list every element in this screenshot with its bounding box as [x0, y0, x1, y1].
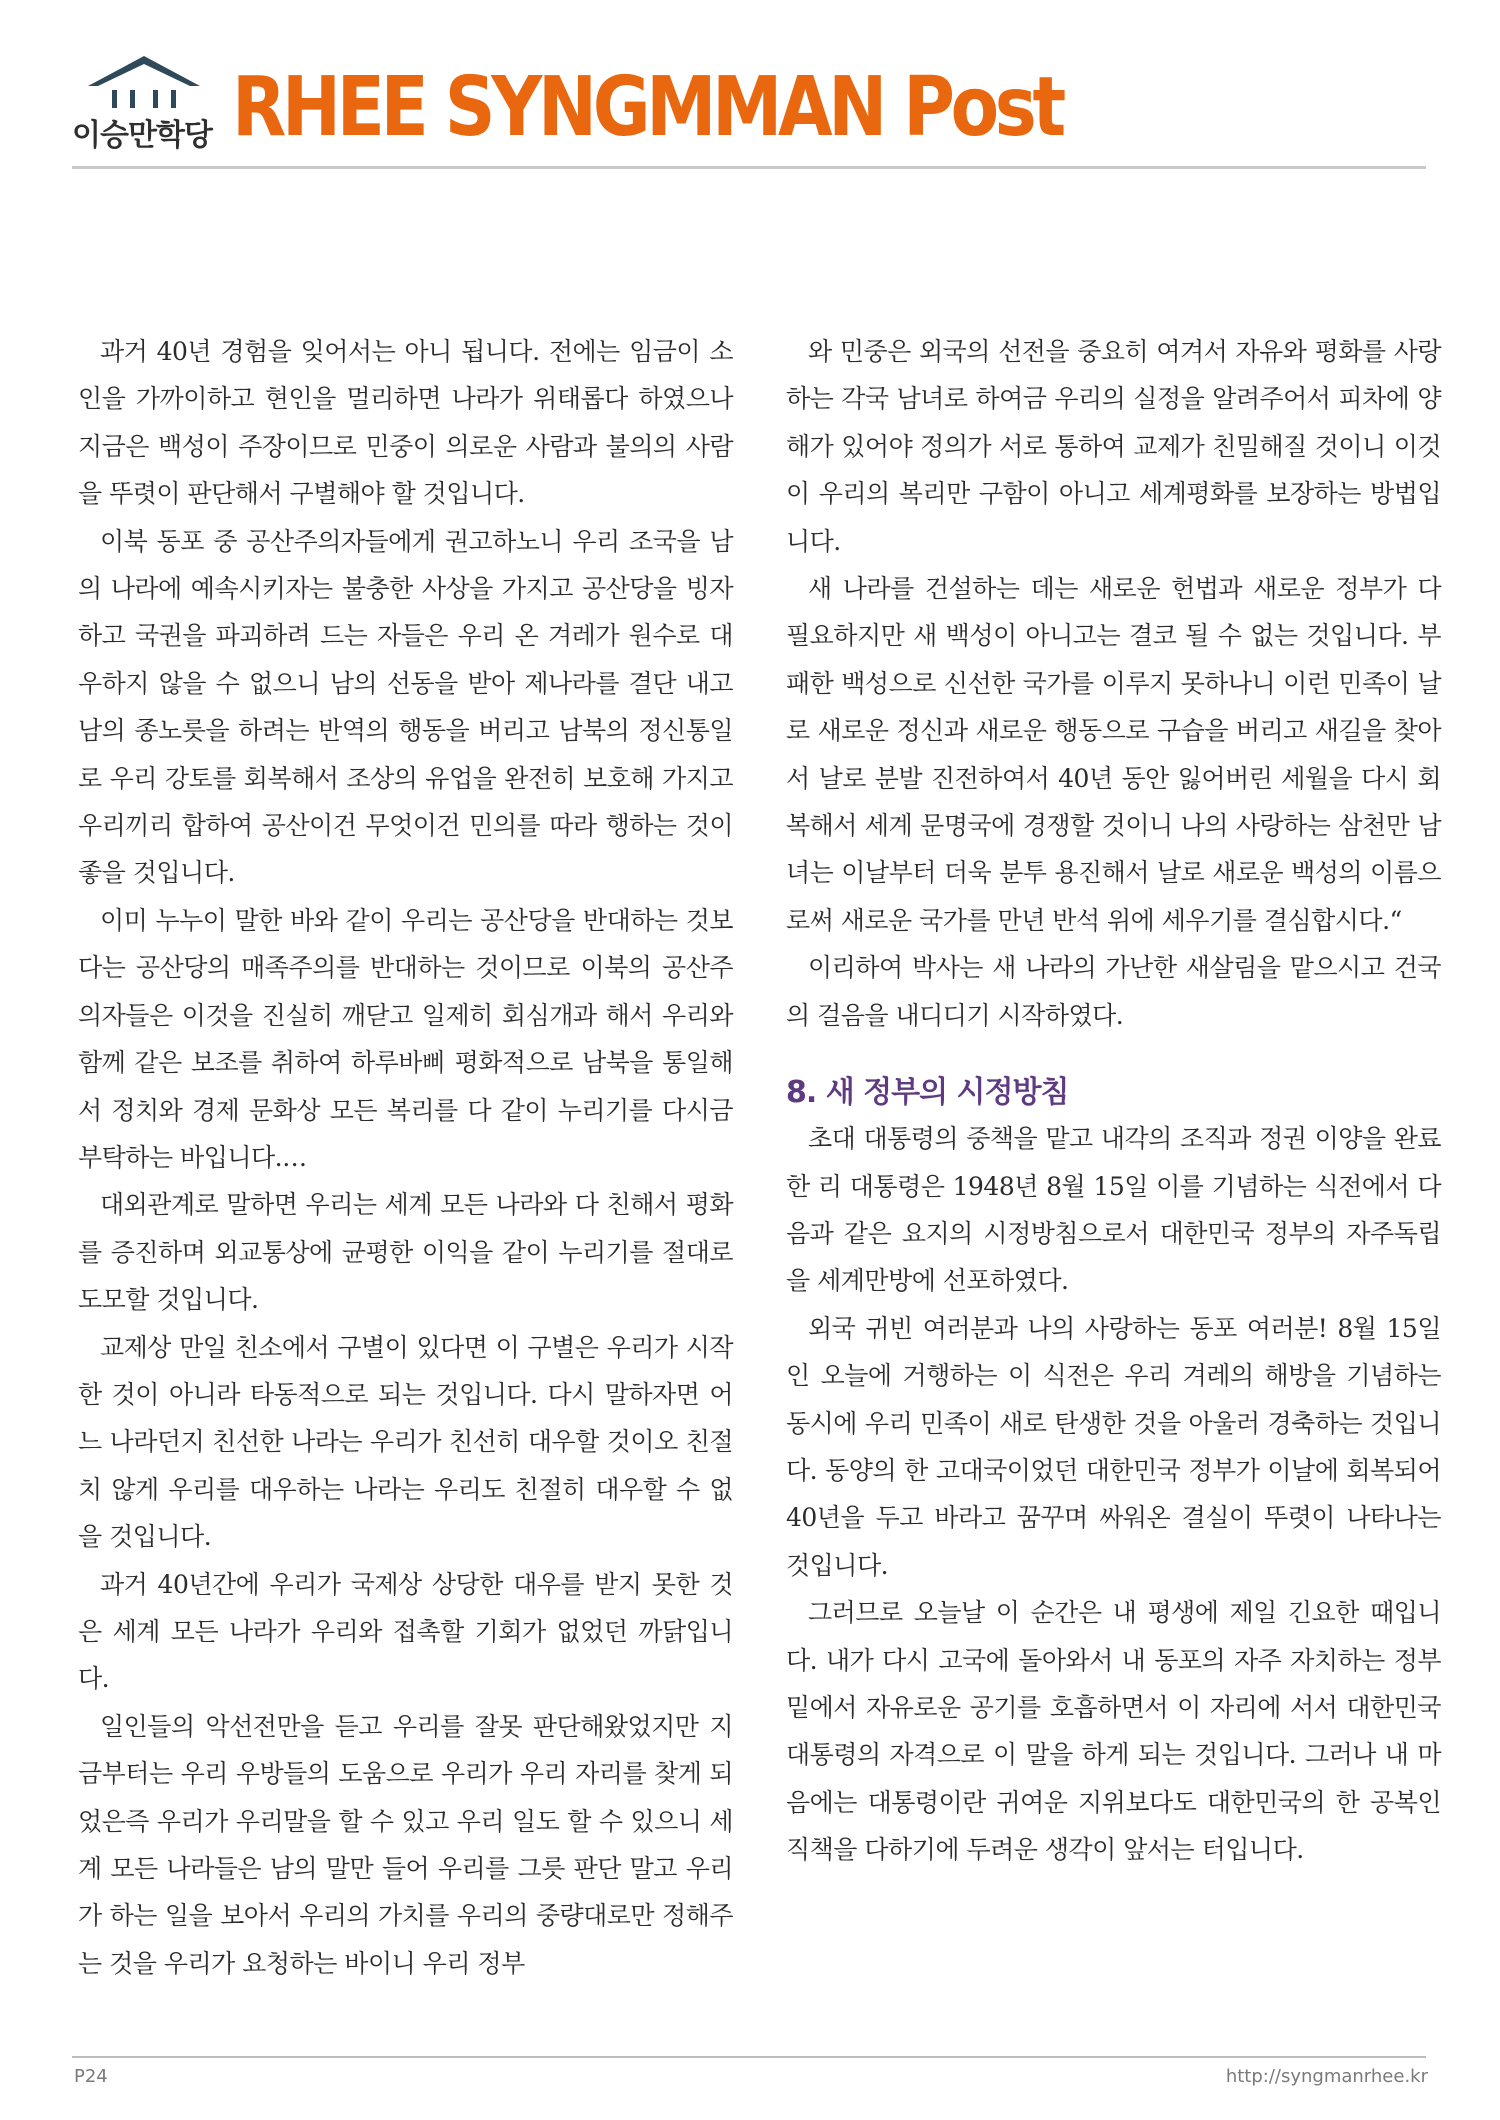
masthead-title: RHEE SYNGMMAN Post: [232, 60, 1062, 155]
paragraph: 와 민중은 외국의 선전을 중요히 여겨서 자유와 평화를 사랑하는 각국 남녀로 하여금 우리의 실정을 알려주어서 피차에 양해가 있어야 정의가 서로 통하여 교제가 친밀해질 것이니 이것이 우리의 복리만 구함이 아니고 세계평화를 보장하는 방법입니다.: [786, 337, 1441, 556]
page-header: [72, 52, 1426, 160]
paragraph: 대외관계로 말하면 우리는 세계 모든 나라와 다 친해서 평화를 증진하며 외교통상에 균평한 이익을 같이 누리기를 절대로 도모할 것입니다.: [78, 1190, 733, 1315]
section-heading: 8. 새 정부의 시정방침: [786, 1075, 1069, 1111]
paragraph: 이리하여 박사는 새 나라의 가난한 새살림을 맡으시고 건국의 걸음을 내디디기 시작하였다.: [786, 953, 1441, 1030]
footer-divider: [72, 2056, 1426, 2058]
logo: [72, 52, 222, 152]
site-url: http://syngmanrhee.kr: [1225, 2066, 1428, 2087]
paragraph: 일인들의 악선전만을 듣고 우리를 잘못 판단해왔었지만 지금부터는 우리 우방들의 도움으로 우리가 우리 자리를 찾게 되었은즉 우리가 우리말을 할 수 있고 우리 일도 할 수 있으니 세계 모든 나라들은 남의 말만 들어 우리를 그릇 판단 말고 우리가 하는 일을 보아서 우리의 가치를 우리의 중량대로만 정해주는 것을 우리가 요청하는 바이니 우리 정부: [78, 1711, 733, 1978]
paragraph: 이미 누누이 말한 바와 같이 우리는 공산당을 반대하는 것보다는 공산당의 매족주의를 반대하는 것이므로 이북의 공산주의자들은 이것을 진실히 깨닫고 일제히 회심개과 해서 우리와 함께 같은 보조를 취하여 하루바삐 평화적으로 남북을 통일해서 정치와 경제 문화상 모든 복리를 다 같이 누리기를 다시금 부탁하는 바입니다.…: [78, 905, 733, 1172]
paragraph: 과거 40년간에 우리가 국제상 상당한 대우를 받지 못한 것은 세계 모든 나라가 우리와 접촉할 기회가 없었던 까닭입니다.: [78, 1569, 733, 1694]
paragraph: 그러므로 오늘날 이 순간은 내 평생에 제일 긴요한 때입니다. 내가 다시 고국에 돌아와서 내 동포의 자주 자치하는 정부 밑에서 자유로운 공기를 호흡하면서 이 자리에 서서 대한민국 대통령의 자격으로 이 말을 하게 되는 것입니다. 그러나 내 마음에는 대통령이란 귀여운 지위보다도 대한민국의 한 공복인 직책을 다하기에 두려운 생각이 앞서는 터입니다.: [786, 1598, 1441, 1865]
paragraph: 교제상 만일 친소에서 구별이 있다면 이 구별은 우리가 시작한 것이 아니라 타동적으로 되는 것입니다. 다시 말하자면 어느 나라던지 친선한 나라는 우리가 친선히 대우할 것이오 친절치 않게 우리를 대우하는 나라는 우리도 친절히 대우할 수 없을 것입니다.: [78, 1332, 733, 1552]
paragraph: 새 나라를 건설하는 데는 새로운 헌법과 새로운 정부가 다 필요하지만 새 백성이 아니고는 결코 될 수 없는 것입니다. 부패한 백성으로 신선한 국가를 이루지 못하나니 이런 민족이 날로 새로운 정신과 새로운 행동으로 구습을 버리고 새길을 찾아서 날로 분발 진전하여서 40년 동안 잃어버린 세월을 다시 회복해서 세계 문명국에 경쟁할 것이니 나의 사랑하는 삼천만 남녀는 이날부터 더욱 분투 용진해서 날로 새로운 백성의 이름으로써 새로운 국가를 만년 반석 위에 세우기를 결심합시다.“: [786, 574, 1441, 935]
page-number: P24: [74, 2066, 108, 2087]
paragraph: 과거 40년 경험을 잊어서는 아니 됩니다. 전에는 임금이 소인을 가까이하고 현인을 멀리하면 나라가 위태롭다 하였으나 지금은 백성이 주장이므로 민중이 의로운 사람과 불의의 사람을 뚜렷이 판단해서 구별해야 할 것입니다.: [78, 337, 733, 509]
left-column: [78, 328, 733, 1987]
house-logo-icon: [84, 52, 204, 114]
paragraph: 초대 대통령의 중책을 맡고 내각의 조직과 정권 이양을 완료한 리 대통령은 1948년 8월 15일 이를 기념하는 식전에서 다음과 같은 요지의 시정방침으로서 대한민국 정부의 자주독립을 세계만방에 선포하였다.: [786, 1124, 1441, 1296]
paragraph: 외국 귀빈 여러분과 나의 사랑하는 동포 여러분! 8월 15일인 오늘에 거행하는 이 식전은 우리 겨레의 해방을 기념하는 동시에 우리 민족이 새로 탄생한 것을 아울러 경축하는 것입니다. 동양의 한 고대국이었던 대한민국 정부가 이날에 회복되어 40년을 두고 바라고 꿈꾸며 싸워온 결실이 뚜렷이 나타나는 것입니다.: [786, 1313, 1441, 1580]
header-divider: [72, 166, 1426, 169]
right-column: [786, 328, 1441, 1874]
paragraph: 이북 동포 중 공산주의자들에게 권고하노니 우리 조국을 남의 나라에 예속시키자는 불충한 사상을 가지고 공산당을 빙자하고 국권을 파괴하려 드는 자들은 우리 온 겨레가 원수로 대우하지 않을 수 없으니 남의 선동을 받아 제나라를 결단 내고 남의 종노릇을 하려는 반역의 행동을 버리고 남북의 정신통일로 우리 강토를 회복해서 조상의 유업을 완전히 보호해 가지고 우리끼리 합하여 공산이건 무엇이건 민의를 따라 행하는 것이 좋을 것입니다.: [78, 526, 733, 888]
logo-text: 이승만학당: [72, 118, 212, 153]
